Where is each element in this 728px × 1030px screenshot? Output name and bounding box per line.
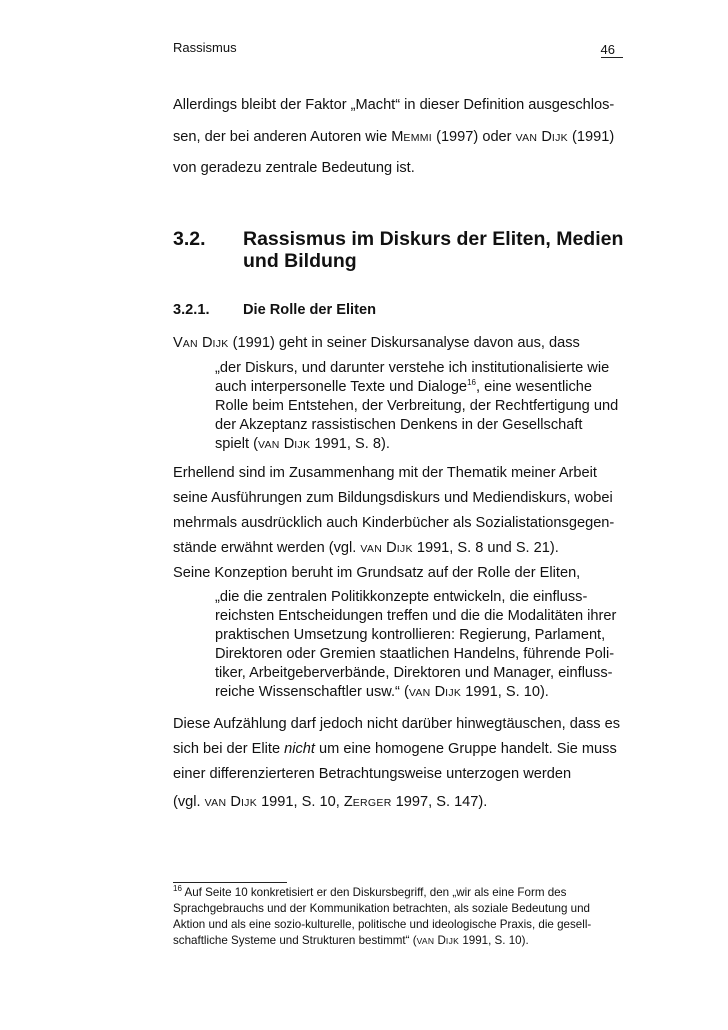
text: (1997) oder: [432, 129, 516, 145]
text: Auf Seite 10 konkretisiert er den Diskursbegriff, den „wir als eine Form des: [181, 886, 567, 899]
text: V: [173, 335, 183, 351]
text: D: [226, 794, 241, 810]
text: spielt (: [215, 436, 258, 452]
text: D: [537, 129, 552, 145]
text: D: [434, 934, 446, 947]
running-header: [173, 40, 623, 58]
text: (1991) geht in seiner Diskursanalyse davon aus, dass: [228, 335, 580, 351]
para3-line5: Seine Konzeption beruht im Grundsatz auf der Rolle der Eliten,: [173, 565, 581, 581]
text: D: [430, 684, 446, 700]
para1-line1: Allerdings bleibt der Faktor „Macht“ in dieser Definition ausgeschlos-: [173, 97, 615, 113]
quote1-line5: [215, 435, 390, 455]
text: , eine wesentliche: [475, 379, 592, 395]
smallcaps: VAN: [515, 132, 538, 144]
section-number: 3.2.: [173, 228, 206, 250]
text: schaftliche Systeme und Strukturen bestimmt“ (: [173, 934, 417, 947]
text: stände erwähnt werden (vgl.: [173, 540, 361, 556]
text: 1991, S. 8 und S. 21).: [412, 540, 559, 556]
quote2-line6: [215, 683, 549, 703]
text: (1991): [567, 129, 615, 145]
quote2-line2: reichsten Entscheidungen treffen und die die Modalitäten ihrer: [215, 608, 617, 624]
smallcaps: IJK: [294, 439, 311, 451]
smallcaps: ERGER: [352, 797, 392, 809]
emphasis: nicht: [284, 741, 315, 757]
para4-line2: [173, 741, 617, 757]
para1-line2: [173, 129, 614, 145]
footnote-line3: Aktion und als eine sozio-kulturelle, politische und ideologische Praxis, die gesell-: [173, 918, 592, 931]
quote2-line3: praktischen Umsetzung kontrollieren: Regierung, Parlament,: [215, 627, 606, 643]
text: (vgl.: [173, 794, 205, 810]
subsection-title: Die Rolle der Eliten: [243, 302, 376, 318]
running-title: Rassismus: [173, 40, 237, 55]
text: um eine homogene Gruppe handelt. Sie muss: [314, 741, 617, 757]
text: sen, der bei anderen Autoren wie M: [173, 129, 404, 145]
text: 1991, S. 10).: [459, 934, 529, 947]
para4-line4: [173, 794, 487, 810]
smallcaps: VAN: [408, 687, 431, 699]
footnote-mark: 16: [173, 884, 182, 894]
quote1-line2: [215, 378, 592, 397]
para3-line4: [173, 540, 559, 556]
smallcaps: IJK: [396, 543, 413, 555]
para4-line1: Diese Aufzählung darf jedoch nicht darüber hinwegtäuschen, dass es: [173, 716, 621, 732]
footnote-line1: [173, 886, 566, 899]
smallcaps: IJK: [445, 936, 460, 946]
text: 1997, S. 147).: [391, 794, 488, 810]
quote1-line4: der Akzeptanz rassistischen Denkens in der Gesellschaft: [215, 417, 583, 433]
smallcaps: EMMI: [403, 132, 433, 144]
header-rule: [601, 57, 623, 58]
smallcaps: AN: [182, 338, 198, 350]
text: D: [279, 436, 295, 452]
quote2-line5: tiker, Arbeitgeberverbände, Direktoren und Manager, einfluss-: [215, 665, 613, 681]
page-number: 46: [600, 42, 615, 57]
text: 1991, S. 8).: [310, 436, 390, 452]
smallcaps: VAN: [257, 439, 280, 451]
section-title-line2: und Bildung: [243, 250, 357, 272]
quote2-line1: „die die zentralen Politikkonzepte entwickeln, die einfluss-: [215, 589, 588, 605]
text: D: [382, 540, 397, 556]
smallcaps: VAN: [360, 543, 383, 555]
section-title-line1: Rassismus im Diskurs der Eliten, Medien: [243, 228, 624, 250]
text: D: [197, 335, 213, 351]
footnote-ref: 16: [467, 378, 476, 388]
quote2-line4: Direktoren oder Gremien staatlichen Handelns, führende Poli-: [215, 646, 615, 662]
smallcaps: IJK: [240, 797, 258, 809]
smallcaps: IJK: [445, 687, 462, 699]
para3-line2: seine Ausführungen zum Bildungsdiskurs und Mediendiskurs, wobei: [173, 490, 613, 506]
para1-line3: von geradezu zentrale Bedeutung ist.: [173, 160, 415, 176]
footnote-rule: [173, 882, 287, 883]
para3-line3: mehrmals ausdrücklich auch Kinderbücher als Sozialistationsgegen-: [173, 515, 615, 531]
para4-line3: einer differenzierteren Betrachtungsweise unterzogen werden: [173, 766, 572, 782]
footnote-line4: [173, 934, 529, 947]
quote1-line1: „der Diskurs, und darunter verstehe ich institutionalisierte wie: [215, 360, 610, 376]
para3-line1: Erhellend sind im Zusammenhang mit der Thematik meiner Arbeit: [173, 465, 597, 481]
text: 1991, S. 10, Z: [257, 794, 353, 810]
smallcaps: VAN: [416, 936, 435, 946]
text: reiche Wissenschaftler usw.“ (: [215, 684, 409, 700]
para2-line1: [173, 335, 580, 351]
text: sich bei der Elite: [173, 741, 285, 757]
smallcaps: VAN: [204, 797, 227, 809]
subsection-number: 3.2.1.: [173, 302, 210, 318]
smallcaps: IJK: [551, 132, 568, 144]
quote1-line3: Rolle beim Entstehen, der Verbreitung, der Rechtfertigung und: [215, 398, 619, 414]
text: 1991, S. 10).: [461, 684, 549, 700]
text: auch interpersonelle Texte und Dialoge: [215, 379, 468, 395]
smallcaps: IJK: [212, 338, 229, 350]
footnote-line2: Sprachgebrauchs und der Kommunikation betrachten, als soziale Bedeutung und: [173, 902, 591, 915]
